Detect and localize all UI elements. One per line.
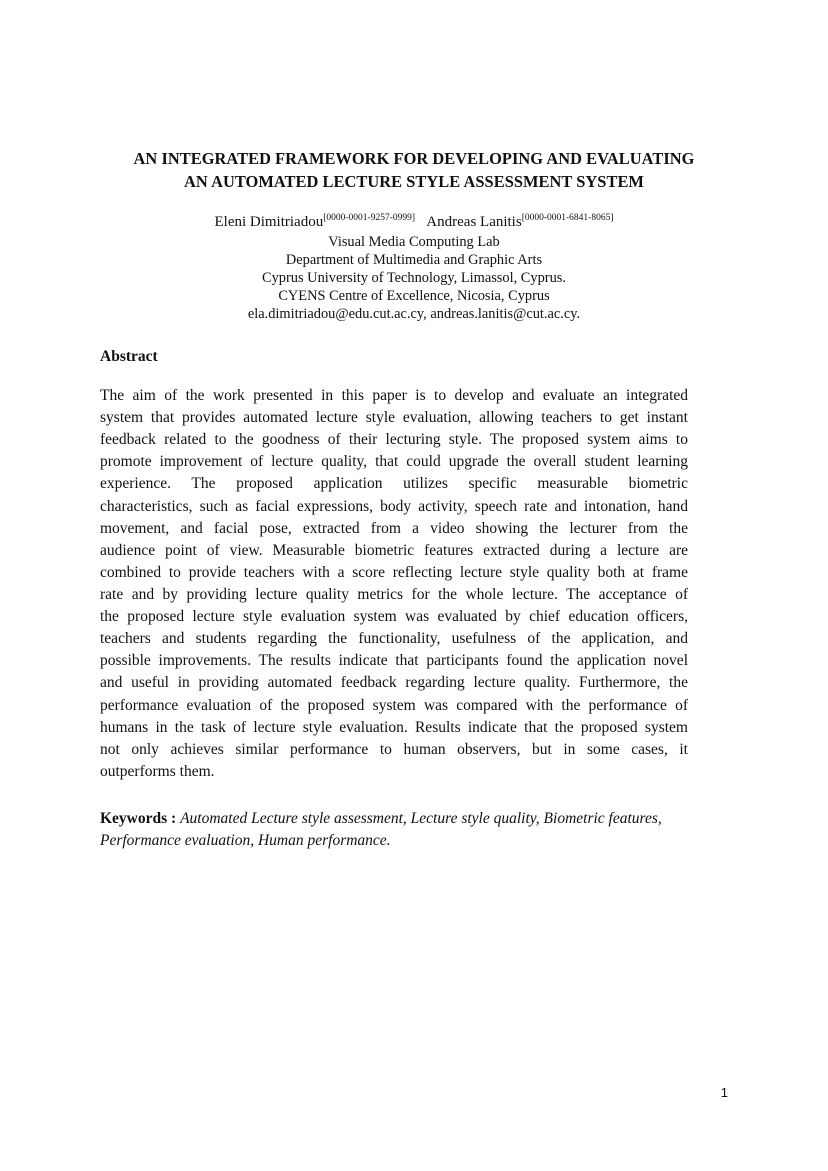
abstract-line: feedback related to the goodness of their lecturing style. The proposed system aims to — [100, 431, 688, 449]
paper-title — [60, 148, 768, 193]
author-orcid: [0000-0001-6841-8065] — [521, 213, 614, 223]
affiliation-department: Department of Multimedia and Graphic Arts — [285, 252, 543, 268]
abstract-line: rate and by providing lecture quality metrics for the whole lecture. The acceptance of — [100, 585, 688, 603]
affiliation-block — [60, 233, 768, 323]
affiliation-university: Cyprus University of Technology, Limassol, Cyprus. — [262, 270, 566, 286]
abstract-heading: Abstract — [100, 348, 158, 365]
abstract-line: possible improvements. The results indicate that participants found the application novel — [100, 652, 688, 670]
author-name: Andreas Lanitis — [426, 214, 522, 230]
abstract-line: characteristics, such as facial expressions, body activity, speech rate and intonation, hand — [100, 497, 688, 515]
title-line-1: AN INTEGRATED FRAMEWORK FOR DEVELOPING AND EVALUATING — [133, 149, 695, 168]
abstract-line: outperforms them. — [100, 762, 215, 780]
keywords-label: Keywords : — [100, 810, 177, 827]
affiliation-lab: Visual Media Computing Lab — [328, 234, 500, 250]
author-orcid: [0000-0001-9257-0999] — [323, 213, 416, 223]
abstract-line: performance evaluation of the proposed system was compared with the performance of — [100, 696, 688, 714]
author-list — [60, 212, 768, 232]
abstract-line: humans in the task of lecture style evaluation. Results indicate that the proposed system — [100, 718, 688, 736]
title-line-2: AN AUTOMATED LECTURE STYLE ASSESSMENT SYSTEM — [184, 171, 644, 191]
abstract-line: audience point of view. Measurable biometric features extracted during a lecture are — [100, 541, 688, 559]
abstract-line: combined to provide teachers with a score reflecting lecture style quality both at frame — [100, 563, 688, 581]
abstract-line: movement, and facial pose, extracted from a video showing the lecturer from the — [100, 519, 688, 537]
affiliation-emails: ela.dimitriadou@edu.cut.ac.cy, andreas.lanitis@cut.ac.cy. — [247, 306, 581, 322]
keywords-block — [100, 808, 720, 852]
abstract-line: teachers and students regarding the functionality, usefulness of the application, and — [100, 630, 688, 648]
abstract-line: promote improvement of lecture quality, that could upgrade the overall student learning — [100, 453, 688, 471]
abstract-line: The aim of the work presented in this paper is to develop and evaluate an integrated — [100, 387, 688, 404]
page-number: 1 — [720, 1085, 728, 1100]
abstract-line: the proposed lecture style evaluation system was evaluated by chief education officers, — [100, 608, 688, 626]
keywords-text: Automated Lecture style assessment, Lecture style quality, Biometric features, Performance evaluation, Human performance. — [100, 810, 662, 849]
abstract-line: system that provides automated lecture style evaluation, allowing teachers to get instant — [100, 409, 688, 427]
affiliation-centre: CYENS Centre of Excellence, Nicosia, Cyprus — [278, 288, 550, 304]
author-name: Eleni Dimitriadou — [214, 214, 324, 230]
abstract-line: and useful in providing automated feedback regarding lecture quality. Furthermore, the — [100, 674, 688, 692]
abstract-body — [100, 385, 688, 783]
abstract-line: experience. The proposed application utilizes specific measurable biometric — [100, 475, 688, 493]
abstract-line: not only achieves similar performance to human observers, but in some cases, it — [100, 740, 688, 758]
